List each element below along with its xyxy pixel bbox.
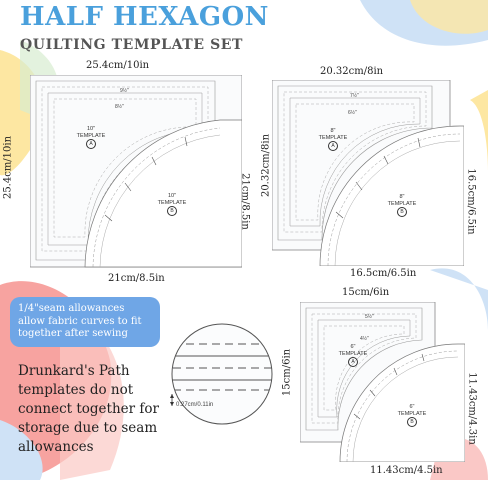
template-letter-badge: A [328,141,338,151]
template-a-label-6in [338,344,368,367]
storage-note: Drunkard's Path templates do not connect together for storage due to seam allowances [18,363,159,455]
height-label-10in: 25.4cm/10in [2,135,14,200]
template-letter-badge: A [348,357,358,367]
template-set-8in [272,80,464,266]
template-word: TEMPLATE [387,200,417,207]
width-label-6in: 15cm/6in [342,287,390,298]
template-letter-badge: B [397,207,407,217]
seam-zoom-circle [160,322,288,426]
size-mark-4-5: 4½" [360,336,369,342]
template-word: TEMPLATE [76,132,106,139]
size-mark-5-5: 5½" [365,314,374,320]
size-mark-6-5: 6½" [348,110,357,116]
template-letter-badge: B [407,417,417,427]
template-set-6in [300,302,465,462]
template-size: 6" [409,404,415,410]
bottom-label-8in: 16.5cm/6.5in [350,268,417,279]
height-label-6in: 15cm/6in [281,348,293,397]
template-word: TEMPLATE [157,199,187,206]
template-size: 10" [167,193,177,199]
right-label-8in: 16.5cm/6.5in [465,168,477,235]
right-label-10in: 21cm/8.5in [239,173,251,230]
template-set-10in [30,75,242,270]
right-label-6in: 11.43cm/4.3in [466,372,478,445]
bottom-label-10in: 21cm/8.5in [108,273,165,284]
page-subtitle: QUILTING TEMPLATE SET [20,37,244,53]
bottom-label-6in: 11.43cm/4.5in [370,465,443,476]
template-size: 6" [350,344,356,350]
size-mark-8-5: 8½" [115,104,124,110]
template-b-label-8in [382,194,422,217]
template-word: TEMPLATE [338,350,368,357]
seam-allowance-callout: 1/4"seam allowances allow fabric curves to fit together after sewing [10,297,160,347]
template-word: TEMPLATE [318,134,348,141]
yellow-blob-right [470,90,488,170]
template-size: 10" [86,126,96,132]
page-title: HALF HEXAGON [20,2,269,32]
zoom-measure-label: 0.27cm/0.11in [176,402,214,408]
template-a-label-10in [73,126,109,149]
template-size: 8" [330,128,336,134]
template-b-label-10in [152,193,192,216]
template-word: TEMPLATE [397,410,427,417]
size-mark-7-5: 7½" [350,93,359,99]
width-label-8in: 20.32cm/8in [320,66,384,77]
template-b-label-6in [392,404,432,427]
width-label-10in: 25.4cm/10in [86,60,150,71]
template-a-label-8in [315,128,351,151]
template-letter-badge: A [86,139,96,149]
template-letter-badge: B [167,206,177,216]
template-size: 8" [399,194,405,200]
height-label-8in: 20.32cm/8in [260,133,272,198]
size-mark-9-5: 9½" [120,88,129,94]
